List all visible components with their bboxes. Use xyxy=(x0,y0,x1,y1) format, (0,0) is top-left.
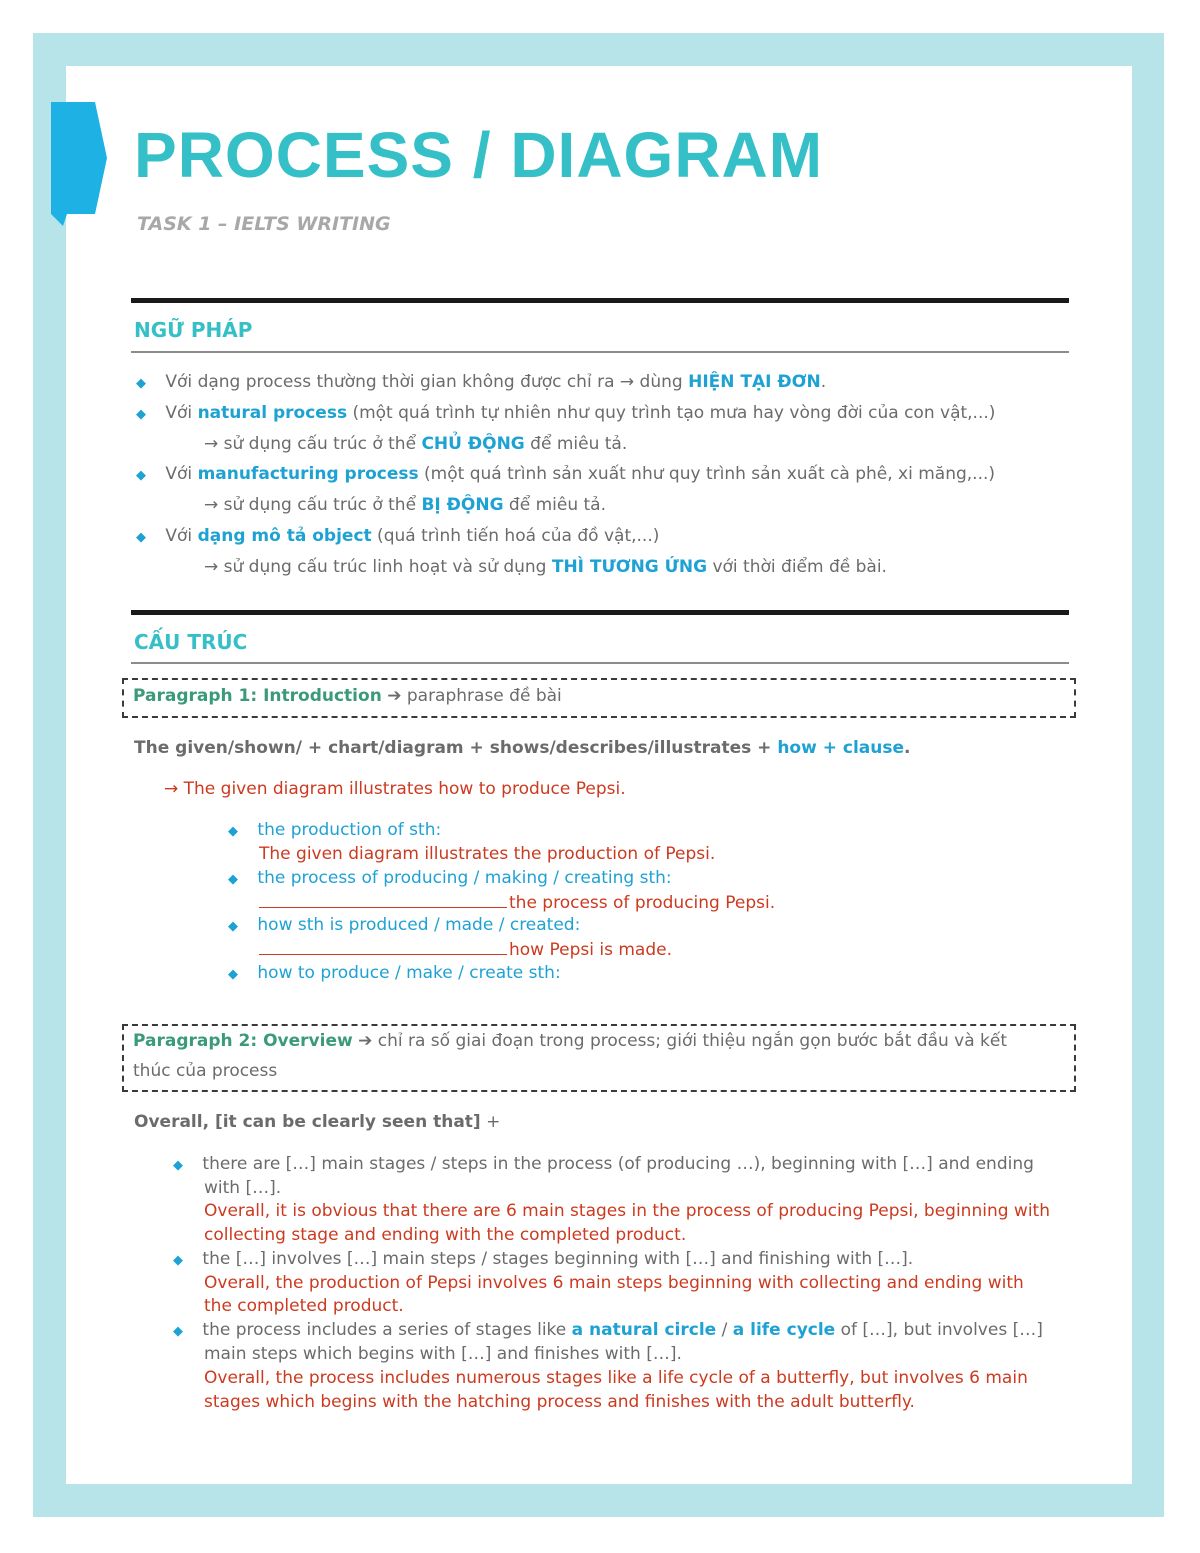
bullet-icon: ◆ xyxy=(228,824,238,839)
p1-item-3-example: how Pepsi is made. xyxy=(259,939,672,960)
paragraph-2-formula: Overall, [it can be clearly seen that] + xyxy=(134,1112,501,1132)
p1-item-2: ◆ the process of producing / making / creating sth: xyxy=(228,868,672,888)
arrow-icon: ➔ xyxy=(387,686,402,706)
bullet-icon: ◆ xyxy=(136,468,146,483)
p2-item-3-example: Overall, the process includes numerous stages like a life cycle of a butterfly, but involves 6 main xyxy=(204,1368,1028,1388)
page-subtitle: TASK 1 – IELTS WRITING xyxy=(137,213,391,235)
section-divider xyxy=(131,610,1069,615)
structure-heading: CẤU TRÚC xyxy=(134,630,248,654)
p1-item-4: ◆ how to produce / make / create sth: xyxy=(228,963,561,983)
paragraph-1-formula: The given/shown/ + chart/diagram + shows/describes/illustrates + how + clause. xyxy=(134,738,911,758)
grammar-bullet-2-sub: → sử dụng cấu trúc ở thể CHỦ ĐỘNG để miêu tả. xyxy=(204,434,628,454)
p2-item-2: ◆ the […] involves […] main steps / stages beginning with […] and finishing with […]. xyxy=(173,1249,914,1269)
p2-item-1-cont: with […]. xyxy=(204,1178,282,1198)
bullet-icon: ◆ xyxy=(173,1253,183,1268)
paragraph-2-note: thúc của process xyxy=(133,1061,278,1081)
p1-item-3: ◆ how sth is produced / made / created: xyxy=(228,915,581,935)
fill-in-blank xyxy=(259,939,507,955)
p2-item-2-example-cont: the completed product. xyxy=(204,1296,404,1316)
p2-item-2-example: Overall, the production of Pepsi involves 6 main steps beginning with collecting and ending with xyxy=(204,1273,1024,1293)
arrow-icon: ➔ xyxy=(358,1031,373,1051)
section-divider xyxy=(131,298,1069,303)
bullet-icon: ◆ xyxy=(228,967,238,982)
title-tab-marker xyxy=(51,102,107,226)
p2-item-1: ◆ there are […] main stages / steps in the process (of producing …), beginning with […] and ending xyxy=(173,1154,1034,1174)
grammar-bullet-3: ◆ Với manufacturing process (một quá trình sản xuất như quy trình sản xuất cà phê, xi măng,...) xyxy=(136,464,996,484)
p1-item-1: ◆ the production of sth: xyxy=(228,820,442,840)
bullet-icon: ◆ xyxy=(228,919,238,934)
bullet-icon: ◆ xyxy=(228,872,238,887)
grammar-bullet-4: ◆ Với dạng mô tả object (quá trình tiến hoá của đồ vật,...) xyxy=(136,526,660,546)
paragraph-1-example: → The given diagram illustrates how to produce Pepsi. xyxy=(164,779,626,799)
fill-in-blank xyxy=(259,892,507,908)
paragraph-1-label: Paragraph 1: Introduction ➔ paraphrase đề bài xyxy=(133,686,562,706)
p2-item-3-example-cont: stages which begins with the hatching process and finishes with the adult butterfly. xyxy=(204,1392,915,1412)
paragraph-2-label: Paragraph 2: Overview ➔ chỉ ra số giai đoạn trong process; giới thiệu ngắn gọn bước bắt đầu và kết xyxy=(133,1031,1008,1051)
grammar-bullet-3-sub: → sử dụng cấu trúc ở thể BỊ ĐỘNG để miêu tả. xyxy=(204,495,606,515)
section-underline xyxy=(131,662,1069,664)
p2-item-1-example-cont: collecting stage and ending with the completed product. xyxy=(204,1225,687,1245)
bullet-icon: ◆ xyxy=(136,376,146,391)
bullet-icon: ◆ xyxy=(173,1158,183,1173)
grammar-bullet-2: ◆ Với natural process (một quá trình tự nhiên như quy trình tạo mưa hay vòng đời của con vật,...) xyxy=(136,403,996,423)
p1-item-2-example: the process of producing Pepsi. xyxy=(259,892,775,913)
section-underline xyxy=(131,351,1069,353)
p2-item-3: ◆ the process includes a series of stages like a natural circle / a life cycle of […], but involves […] xyxy=(173,1320,1043,1340)
p1-item-1-example: The given diagram illustrates the production of Pepsi. xyxy=(259,844,716,864)
p2-item-1-example: Overall, it is obvious that there are 6 main stages in the process of producing Pepsi, beginning with xyxy=(204,1201,1050,1221)
p2-item-3-cont: main steps which begins with […] and finishes with […]. xyxy=(204,1344,682,1364)
grammar-bullet-4-sub: → sử dụng cấu trúc linh hoạt và sử dụng THÌ TƯƠNG ỨNG với thời điểm đề bài. xyxy=(204,557,887,577)
page-sheet xyxy=(66,66,1132,1484)
grammar-bullet-1: ◆ Với dạng process thường thời gian không được chỉ ra → dùng HIỆN TẠI ĐƠN. xyxy=(136,372,827,392)
bullet-icon: ◆ xyxy=(173,1324,183,1339)
grammar-heading: NGỮ PHÁP xyxy=(134,318,253,342)
bullet-icon: ◆ xyxy=(136,530,146,545)
bullet-icon: ◆ xyxy=(136,407,146,422)
page-title: PROCESS / DIAGRAM xyxy=(134,119,824,191)
